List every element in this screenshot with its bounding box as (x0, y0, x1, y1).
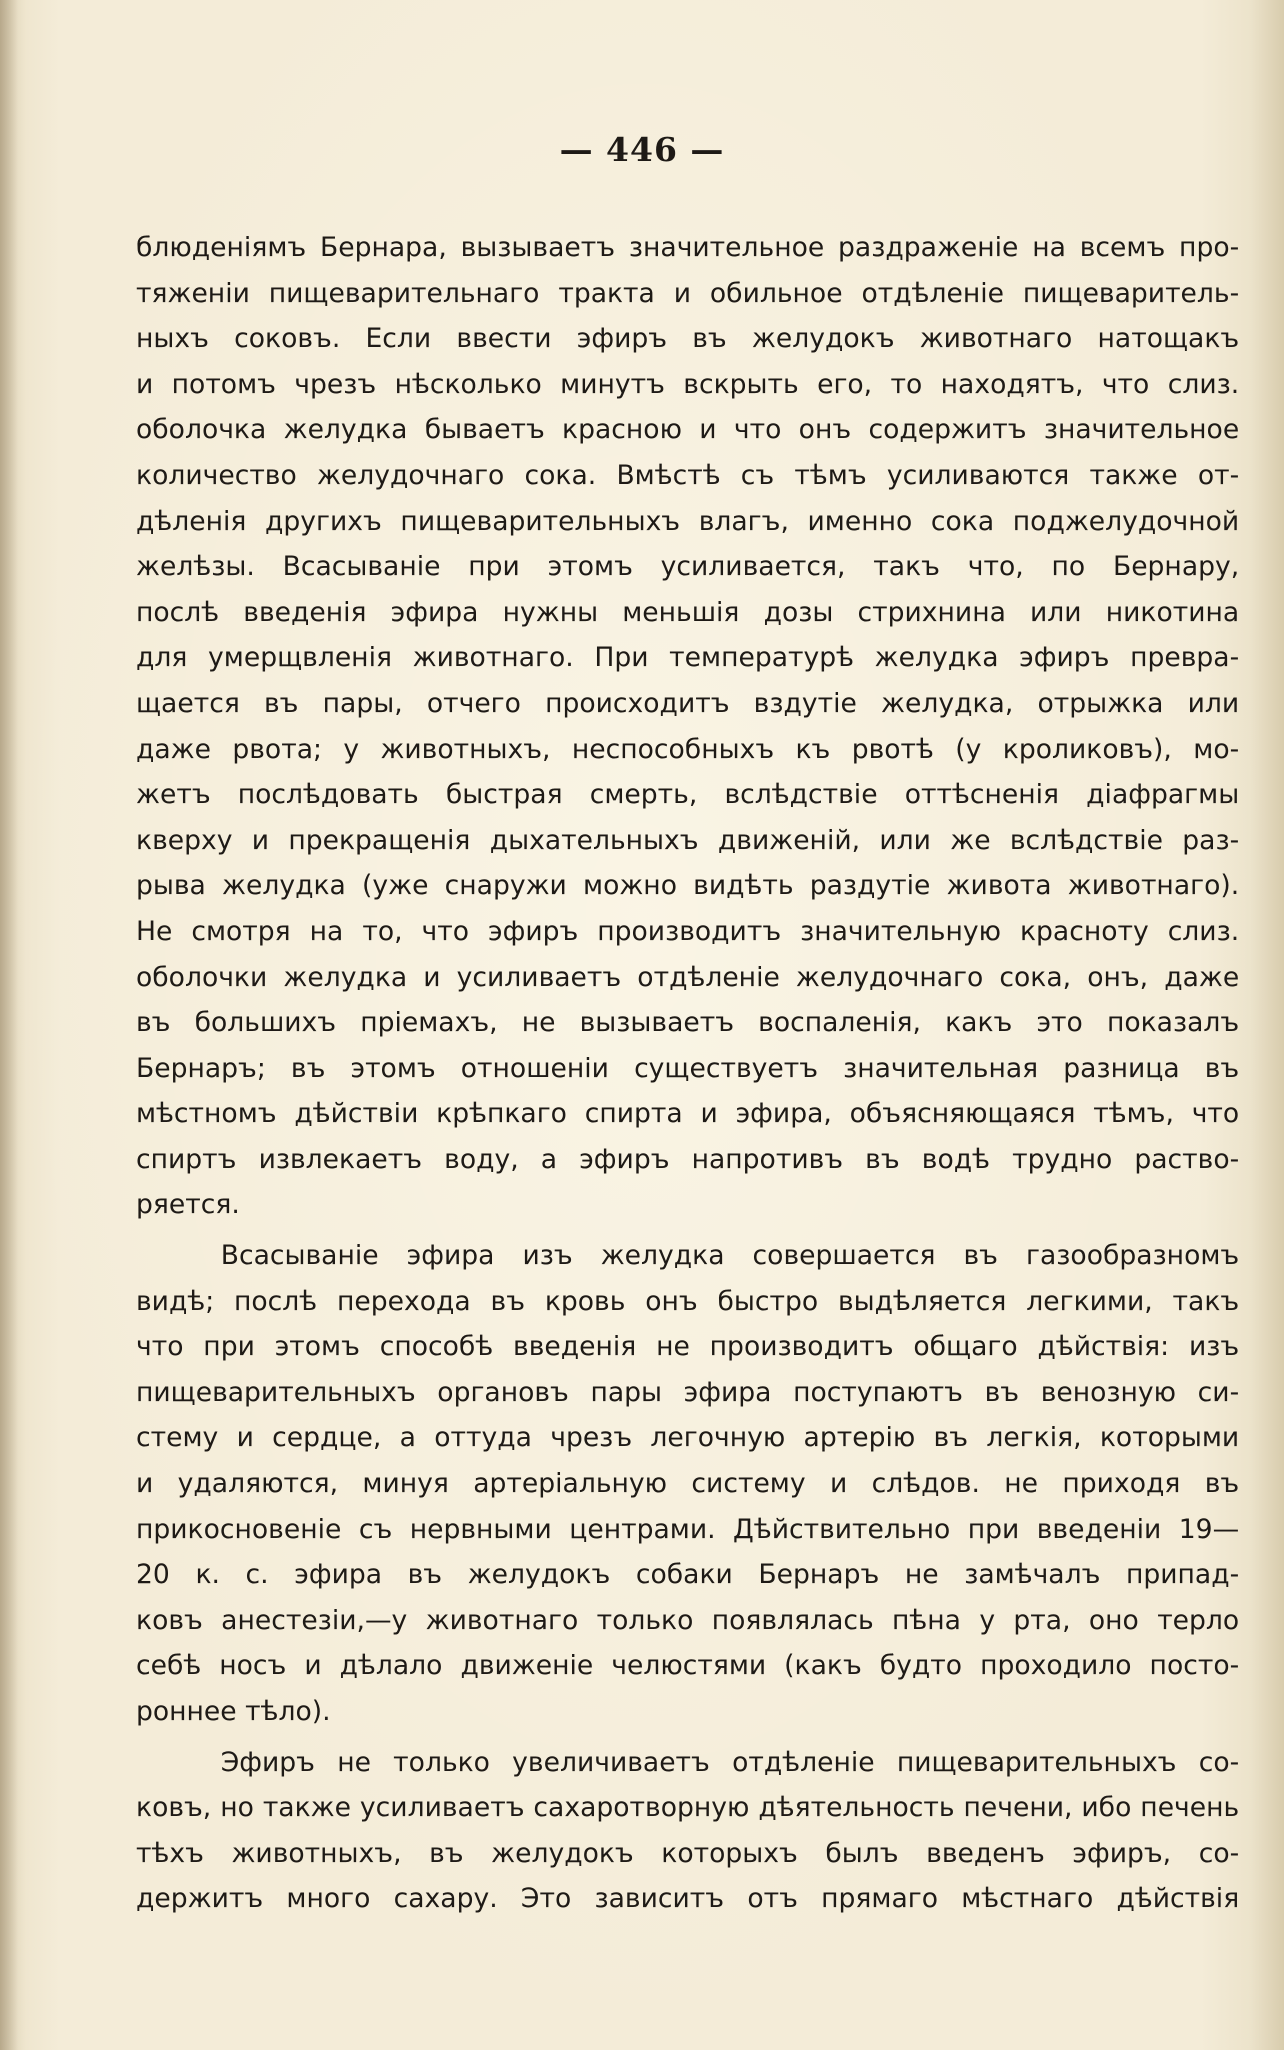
text-line: блюденіямъ Бернара, вызываетъ значительное раздраженіе на всемъ про- (136, 232, 1240, 263)
text-line: тяженіи пищеварительнаго тракта и обильное отдѣленіе пищеваритель- (136, 277, 1240, 309)
text-line: Бернаръ; въ этомъ отношеніи существуетъ значительная разница въ (136, 1052, 1240, 1084)
text-line: дѣленія другихъ пищеварительныхъ влагъ, именно сока поджелудочной (136, 505, 1240, 537)
paragraph-3 (136, 1740, 1239, 1922)
text-line: послѣ введенія эфира нужны меньшія дозы стрихнина или никотина (136, 596, 1240, 628)
text-line: стему и сердце, а оттуда чрезъ легочную артерію въ легкія, которыми (136, 1422, 1240, 1454)
text-line: количество желудочнаго сока. Вмѣстѣ съ тѣмъ усиливаются также от- (136, 459, 1240, 491)
text-line: себѣ носъ и дѣлало движеніе челюстями (какъ будто проходило посто- (136, 1650, 1240, 1682)
text-line: Эфиръ не только увеличиваетъ отдѣленіе пищеварительныхъ со- (220, 1746, 1240, 1778)
text-line: для умерщвленія животнаго. При температурѣ желудка эфиръ превра- (136, 642, 1240, 674)
text-line: въ большихъ пріемахъ, не вызываетъ воспаленія, какъ это показалъ (136, 1007, 1240, 1039)
text-line: прикосновеніе съ нервными центрами. Дѣйствительно при введеніи 19— (136, 1513, 1240, 1545)
text-line: Не смотря на то, что эфиръ производитъ значительную красноту слиз. (136, 915, 1240, 947)
body-text (136, 225, 1239, 1922)
text-line: тѣхъ животныхъ, въ желудокъ которыхъ былъ введенъ эфиръ, со- (136, 1837, 1240, 1869)
text-line: ныхъ соковъ. Если ввести эфиръ въ желудокъ животнаго натощакъ (136, 323, 1240, 355)
text-line: видѣ; послѣ перехода въ кровь онъ быстро выдѣляется легкими, такъ (136, 1285, 1240, 1317)
paragraph-2 (136, 1233, 1239, 1735)
paragraph-1 (136, 225, 1239, 1228)
text-line: роннее тѣло). (136, 1696, 331, 1727)
text-line: оболочка желудка бываетъ красною и что онъ содержитъ значительное (136, 414, 1240, 446)
text-line: рыва желудка (уже снаружи можно видѣть раздутіе живота животнаго). (136, 870, 1240, 902)
text-line: Всасываніе эфира изъ желудка совершается въ газообразномъ (220, 1240, 1240, 1272)
text-line: и потомъ чрезъ нѣсколько минутъ вскрыть его, то находятъ, что слиз. (136, 368, 1240, 400)
text-line: и удаляются, минуя артеріальную систему и слѣдов. не приходя въ (136, 1468, 1240, 1500)
text-line: ряется. (136, 1189, 240, 1221)
text-line: оболочки желудка и усиливаетъ отдѣленіе желудочнаго сока, онъ, даже (136, 961, 1240, 993)
text-line: держитъ много сахару. Это зависитъ отъ прямаго мѣстнаго дѣйствія (136, 1883, 1240, 1915)
text-line: жетъ послѣдовать быстрая смерть, вслѣдствіе оттѣсненія діафрагмы (136, 779, 1240, 811)
text-line: желѣзы. Всасываніе при этомъ усиливается, такъ что, по Бернару, (136, 551, 1240, 583)
text-line: ковъ, но также усиливаетъ сахаротворную дѣятельность печени, ибо печень (136, 1792, 1240, 1824)
text-line: кверху и прекращенія дыхательныхъ движеній, или же вслѣдствіе раз- (136, 824, 1240, 856)
text-line: мѣстномъ дѣйствіи крѣпкаго спирта и эфира, объясняющаяся тѣмъ, что (136, 1098, 1240, 1130)
spine-shadow (0, 0, 18, 2050)
text-line: щается въ пары, отчего происходитъ вздутіе желудка, отрыжка или (136, 687, 1240, 719)
page-number: — 446 — (559, 130, 725, 169)
text-line: спиртъ извлекаетъ воду, а эфиръ напротивъ въ водѣ трудно раство- (136, 1143, 1240, 1175)
text-line: пищеварительныхъ органовъ пары эфира поступаютъ въ венозную си- (136, 1376, 1240, 1408)
text-line: ковъ анестезіи,—у животнаго только появлялась пѣна у рта, оно терло (136, 1604, 1240, 1636)
text-line: 20 к. с. эфира въ желудокъ собаки Бернаръ не замѣчалъ припад- (136, 1559, 1240, 1591)
text-line: что при этомъ способѣ введенія не производитъ общаго дѣйствія: изъ (136, 1331, 1240, 1363)
text-line: даже рвота; у животныхъ, неспособныхъ къ рвотѣ (у кроликовъ), мо- (136, 733, 1240, 765)
